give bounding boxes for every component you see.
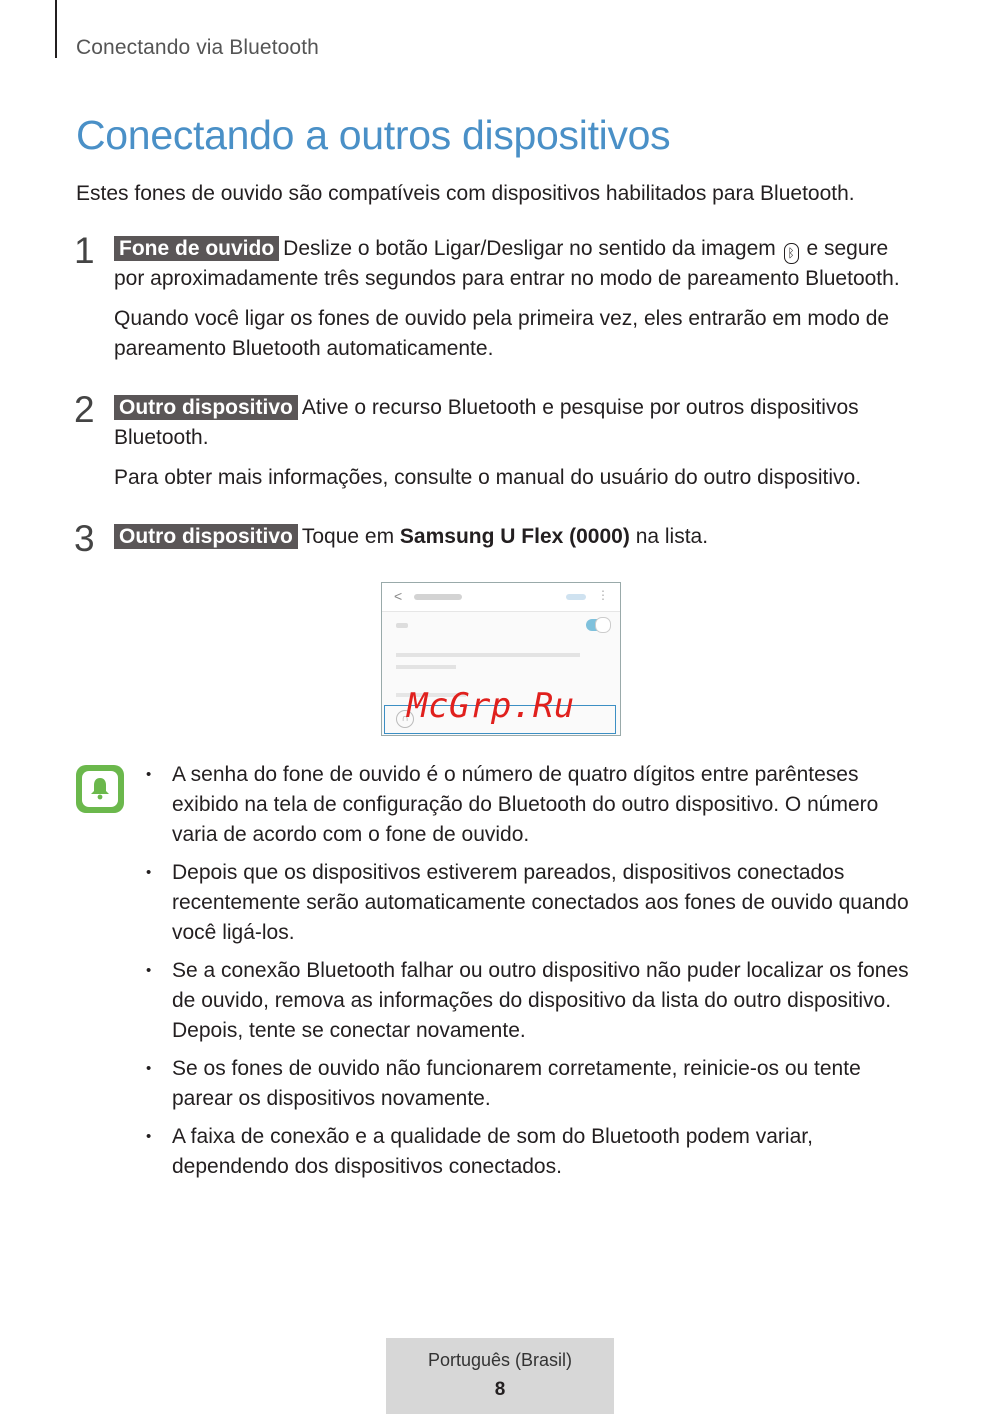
note-item: • Se a conexão Bluetooth falhar ou outro dispositivo não puder localizar os fones de ouvido, remova as informações do dispositivo da lista do outro dispositivo. Depois, tente se conectar novamente. (146, 956, 926, 1046)
step-3-tag: Outro dispositivo (114, 524, 298, 549)
step-2-note: Para obter mais informações, consulte o manual do usuário do outro dispositivo. (114, 466, 862, 489)
page-number: 8 (494, 1379, 506, 1400)
step-1-tag: Fone de ouvido (114, 236, 279, 261)
phone-text-placeholder (396, 653, 580, 657)
headset-icon: ∩ (396, 710, 414, 728)
note-item: • A senha do fone de ouvido é o número de quatro dígitos entre parênteses exibido na tela de configuração do Bluetooth do outro dispositivo. O número varia de acordo com o fone de ouvido. (146, 760, 926, 850)
step-3-text (114, 522, 914, 552)
bell-icon (88, 776, 112, 800)
step-1-number: 1 (74, 230, 95, 271)
more-options-icon: ⋮ (597, 588, 609, 602)
phone-scan-placeholder (566, 594, 586, 600)
bluetooth-toggle-knob (595, 617, 611, 633)
notes-list (146, 760, 926, 1190)
phone-text-placeholder (396, 665, 456, 669)
section-header: Conectando via Bluetooth (76, 36, 319, 59)
device-name: Samsung U Flex (0000) (399, 525, 630, 548)
step-3-number: 3 (74, 518, 95, 559)
step-1-text-b: e segure por aproximadamente três segundos para entrar no modo de pareamento Bluetooth. (114, 237, 900, 290)
header-rule (55, 0, 57, 58)
bluetooth-icon: ᛒ (784, 243, 799, 264)
footer-language: Português (Brasil) (427, 1350, 573, 1370)
step-2-text (114, 393, 914, 453)
step-2-number: 2 (74, 389, 95, 430)
page-title: Conectando a outros dispositivos (76, 112, 671, 158)
step-1-text-a: Deslize o botão Ligar/Desligar no sentido da imagem (283, 237, 776, 260)
intro-text: Estes fones de ouvido são compatíveis com dispositivos habilitados para Bluetooth. (76, 182, 855, 205)
step-2-tag: Outro dispositivo (114, 395, 298, 420)
page-footer (386, 1338, 614, 1414)
step-1-note: Quando você ligar os fones de ouvido pela primeira vez, eles entrarão em modo de pareamento Bluetooth automaticamente. (114, 307, 890, 360)
step-1-text (114, 234, 914, 294)
back-arrow-icon: < (394, 588, 403, 604)
note-item: • A faixa de conexão e a qualidade de som do Bluetooth podem variar, dependendo dos dispositivos conectados. (146, 1122, 926, 1182)
note-item: • Se os fones de ouvido não funcionarem corretamente, reinicie-os ou tente parear os dispositivos novamente. (146, 1054, 926, 1114)
phone-title-placeholder (414, 594, 462, 600)
note-item: • Depois que os dispositivos estiverem pareados, dispositivos conectados recentemente serão automaticamente conectados aos fones de ouvido quando você ligá-los. (146, 858, 926, 948)
step-2-body: Ative o recurso Bluetooth e pesquise por outros dispositivos Bluetooth. (114, 396, 859, 449)
step-3-text-a: Toque em (301, 525, 395, 548)
phone-on-label-placeholder (396, 623, 408, 628)
step-3-text-b: na lista. (635, 525, 709, 548)
watermark: McGrp.Ru (407, 686, 575, 726)
